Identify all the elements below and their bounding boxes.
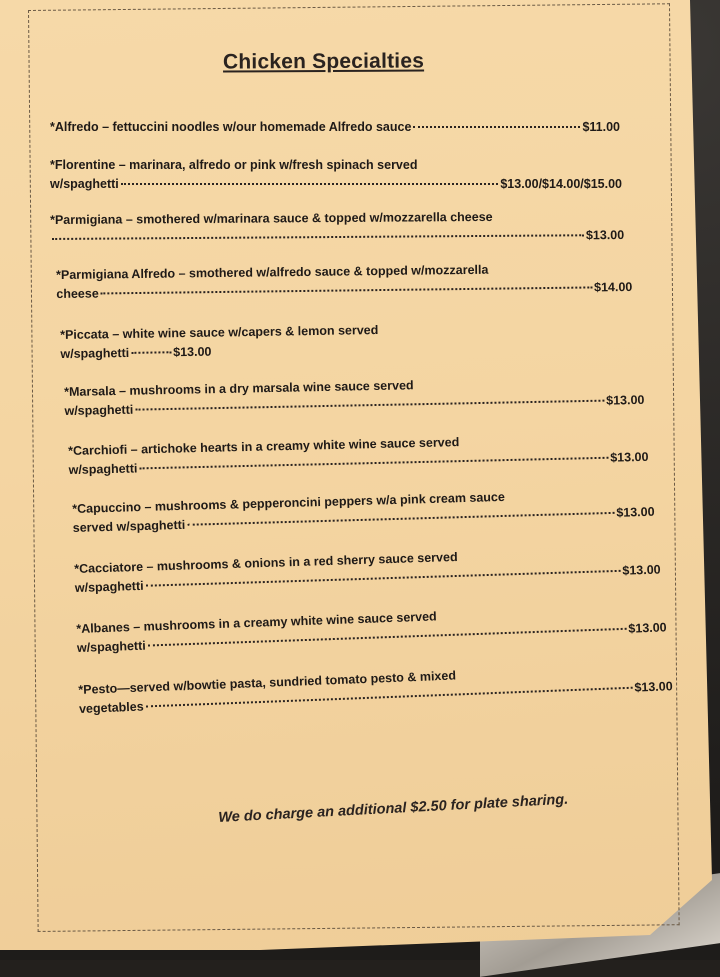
item-description-line2: cheese	[56, 286, 99, 301]
item-price: $13.00	[622, 562, 661, 578]
menu-title: Chicken Specialties	[222, 49, 425, 74]
item-description-line1: *Carchiofi – artichoke hearts in a creamy white wine sauce served	[68, 435, 460, 458]
item-price: $13.00/$14.00/$15.00	[500, 177, 622, 191]
dot-leader	[139, 457, 608, 470]
item-price: $13.00	[616, 504, 655, 520]
dot-leader	[135, 400, 604, 411]
item-price: $13.00	[610, 449, 649, 465]
item-description-line2: served w/spaghetti	[72, 517, 186, 535]
dot-leader	[121, 183, 499, 185]
menu-item	[64, 372, 645, 421]
item-description-line2: w/spaghetti	[50, 177, 119, 191]
item-description-line1: *Alfredo – fettuccini noodles w/our homemade Alfredo sauce	[50, 120, 412, 134]
item-price: $13.00	[585, 227, 625, 243]
menu-item	[56, 259, 632, 304]
menu-item	[68, 429, 649, 480]
menu-item	[60, 323, 379, 364]
menu-item	[50, 118, 620, 137]
dot-leader	[413, 126, 580, 128]
menu-item	[78, 658, 673, 719]
menu-item	[50, 207, 624, 249]
item-description-line1: *Albanes – mushrooms in a creamy white wine sauce served	[76, 609, 437, 636]
dot-leader	[101, 286, 592, 294]
item-price: $13.00	[606, 392, 645, 408]
item-description-line1: *Capuccino – mushrooms & pepperoncini peppers w/a pink cream sauce	[72, 489, 506, 516]
dot-leader	[52, 234, 584, 240]
item-price: $13.00	[173, 344, 212, 360]
item-description-line2: w/spaghetti	[60, 345, 130, 361]
menu-item	[74, 542, 661, 598]
item-description-line2: vegetables	[78, 699, 144, 716]
item-description-line2: w/spaghetti	[76, 638, 146, 655]
item-description-line1: *Pesto—served w/bowtie pasta, sundried tomato pesto & mixed	[78, 668, 457, 697]
item-description-line1: *Parmigiana – smothered w/marinara sauce & topped w/mozzarella cheese	[50, 209, 493, 227]
item-description-line2: w/spaghetti	[64, 402, 134, 418]
item-price: $14.00	[593, 279, 633, 295]
plate-sharing-notice: We do charge an additional $2.50 for plate sharing.	[218, 791, 569, 826]
item-price: $13.00	[634, 679, 673, 695]
item-description-line1: *Parmigiana Alfredo – smothered w/alfredo sauce & topped w/mozzarella	[56, 262, 489, 282]
menu-item	[76, 599, 667, 658]
dot-leader	[131, 351, 171, 354]
item-description-line1: *Piccata – white wine sauce w/capers & lemon served	[60, 323, 379, 342]
item-description-line2: w/spaghetti	[74, 578, 144, 595]
menu-item	[50, 156, 622, 194]
menu-item	[72, 484, 655, 538]
item-description-line1: *Florentine – marinara, alfredo or pink w/fresh spinach served	[50, 158, 418, 172]
item-price: $11.00	[582, 120, 620, 134]
item-description-line1: *Marsala – mushrooms in a dry marsala wine sauce served	[64, 378, 414, 399]
item-description-line2: w/spaghetti	[68, 461, 138, 477]
item-price: $13.00	[628, 620, 667, 636]
item-description-line1: *Cacciatore – mushrooms & onions in a red sherry sauce served	[74, 549, 458, 576]
